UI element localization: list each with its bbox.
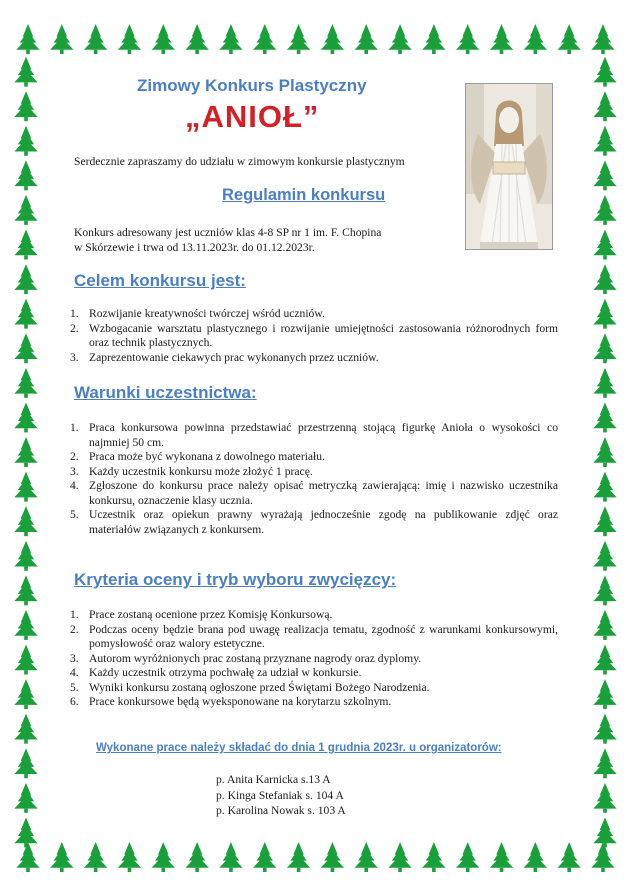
list-item: 3. Autorom wyróżnionych prac zostaną przyznane nagrody oraz dyplomy. <box>70 651 422 665</box>
criteria-heading: Kryteria oceny i tryb wyboru zwycięzcy: <box>74 570 397 589</box>
list-item: 1. Prace zostaną ocenione przez Komisję Konkursową. <box>70 608 333 621</box>
contest-title: „ANIOŁ” <box>185 99 320 134</box>
list-item: 4. Każdy uczestnik otrzyma pochwałę za udział w konkursie. <box>70 666 362 679</box>
deadline-text: Wykonane prace należy składać do dnia 1 grudnia 2023r. u organizatorów: <box>96 742 502 754</box>
organizer: p. Anita Karnicka s.13 A <box>216 773 331 786</box>
invitation-text: Serdecznie zapraszamy do udziału w zimowym konkursie plastycznym <box>74 155 405 168</box>
organizer: p. Karolina Nowak s. 103 A <box>216 804 346 817</box>
intro-line: Konkurs adresowany jest uczniów klas 4-8 SP nr 1 im. F. Chopina <box>74 226 382 239</box>
list-item: 5. Uczestnik oraz opiekun prawny wyrażają jednocześnie zgodę na publikowanie zdjęć oraz materiałów związanych z konkursem. <box>70 508 558 536</box>
intro-line: w Skórzewie i trwa od 13.11.2023r. do 01.12.2023r. <box>74 241 315 254</box>
list-item: 3. Zaprezentowanie ciekawych prac wykonanych przez uczniów. <box>70 350 379 364</box>
list-item: 2. Wzbogacanie warsztatu plastycznego i rozwijanie umiejętności zastosowania różnorodnych form oraz technik plastycznych. <box>70 321 558 349</box>
list-item: 5. Wyniki konkursu zostaną ogłoszone przed Świętami Bożego Narodzenia. <box>70 680 430 694</box>
list-item: 3. Każdy uczestnik konkursu może złożyć 1 pracę. <box>70 464 313 478</box>
intro-text <box>74 225 454 255</box>
organizer: p. Kinga Stefaniak s. 104 A <box>216 788 344 802</box>
conditions-heading: Warunki uczestnictwa: <box>74 383 257 402</box>
list-item: 1. Rozwijanie kreatywności twórczej wśród uczniów. <box>70 307 325 320</box>
criteria-list <box>70 608 558 710</box>
list-item: 4. Zgłoszone do konkursu prace należy opisać metryczką zawierającą: imię i nazwisko uczestnika konkursu, oznaczenie klasy ucznia. <box>70 479 558 507</box>
rules-heading: Regulamin konkursu <box>222 186 386 204</box>
angel-figurine-photo <box>465 83 553 250</box>
goals-list <box>70 307 558 365</box>
goals-heading: Celem konkursu jest: <box>74 271 246 290</box>
list-item: 2. Praca może być wykonana z dowolnego materiału. <box>70 450 325 463</box>
contest-subtitle: Zimowy Konkurs Plastyczny <box>137 76 367 95</box>
conditions-list <box>70 421 558 537</box>
list-item: 1. Praca konkursowa powinna przedstawiać przestrzenną stojącą figurkę Anioła o wysokości co najmniej 50 cm. <box>70 421 558 449</box>
list-item: 6. Prace konkursowe będą wyeksponowane na korytarzu szkolnym. <box>70 695 392 708</box>
list-item: 2. Podczas oceny będzie brana pod uwagę realizacja tematu, zgodność z warunkami konkursowymi, pomysłowość oraz walory estetyczne. <box>70 622 558 650</box>
organizers-list <box>216 772 346 819</box>
